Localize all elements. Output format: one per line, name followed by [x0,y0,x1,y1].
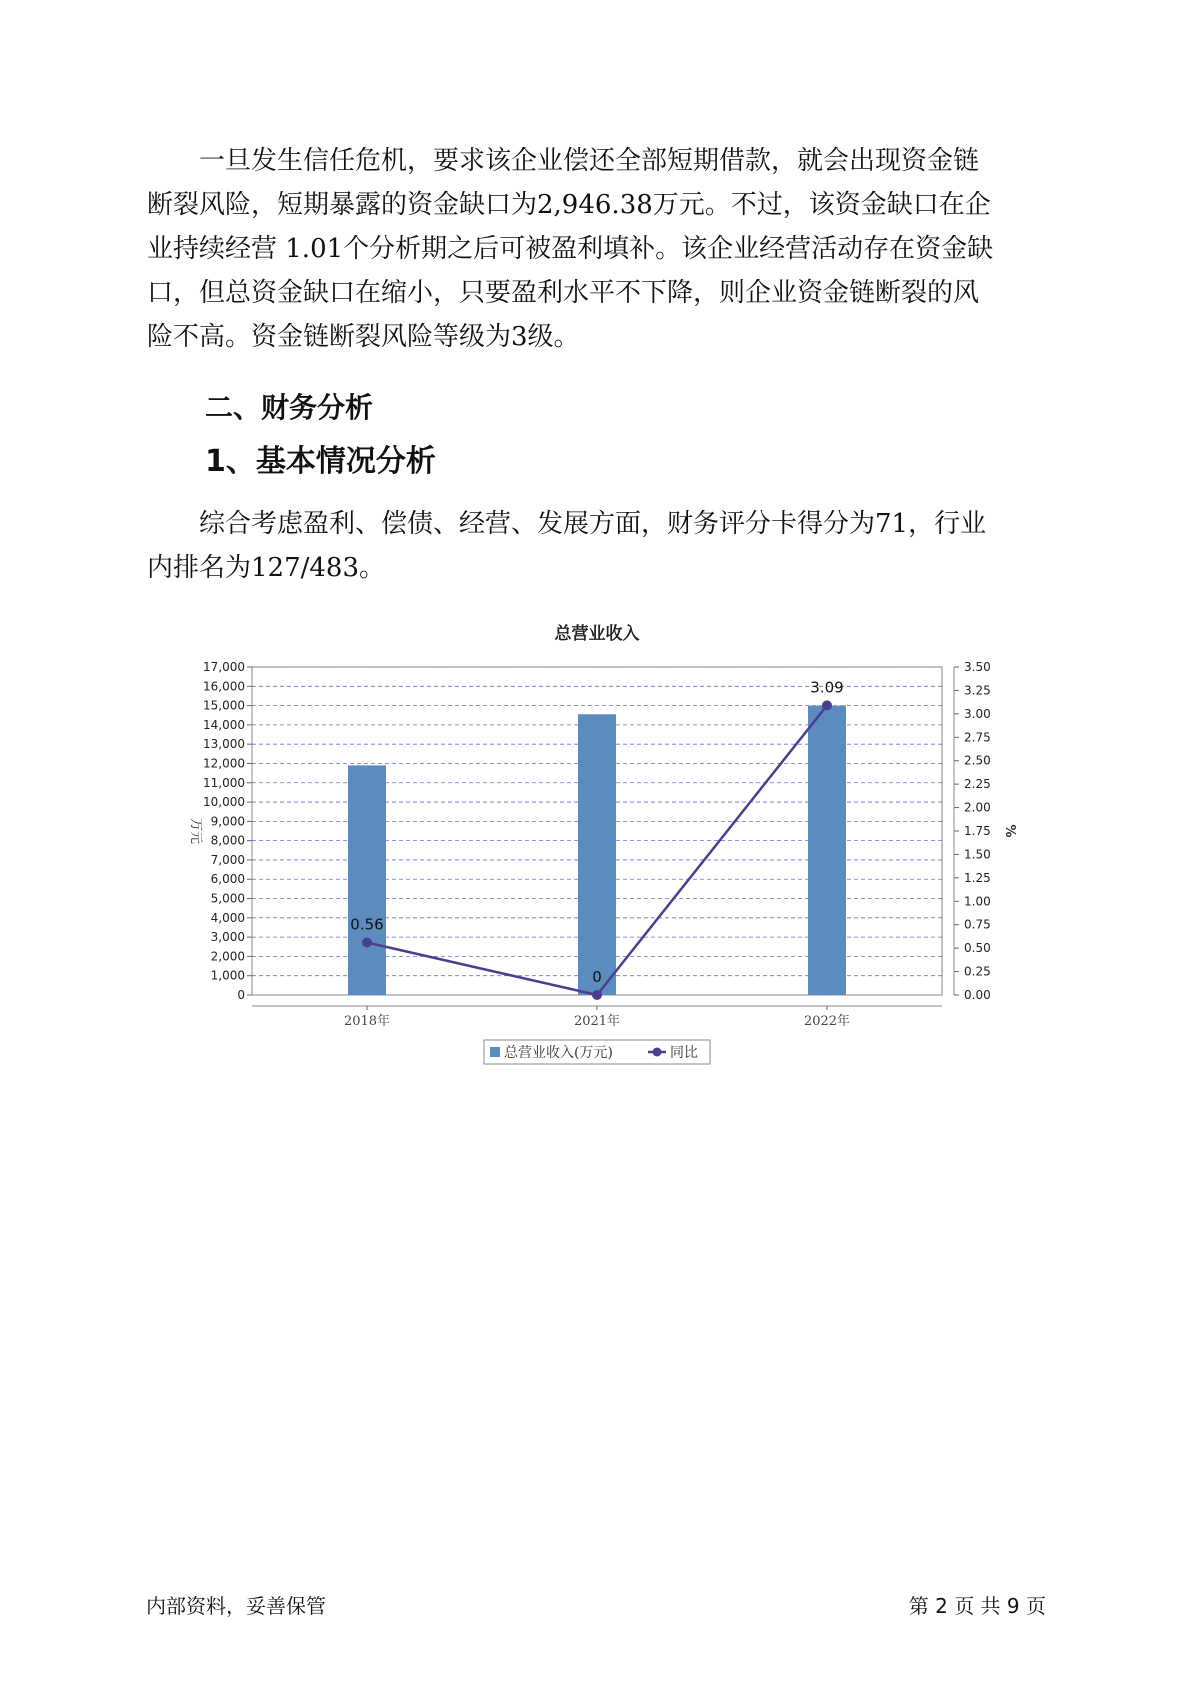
risk-paragraph [147,139,1047,359]
left-tick-label: 7,000 [210,852,245,867]
footer-confidential: 内部资料，妥善保管 [146,1594,326,1618]
right-tick-label: 1.50 [964,847,991,862]
revenue-bar [578,714,616,995]
right-tick-label: 2.00 [964,800,991,815]
risk-paragraph-line-1: 一旦发生信任危机，要求该企业偿还全部短期借款，就会出现资金链 [199,146,980,176]
left-tick-label: 13,000 [203,737,245,752]
score-paragraph [147,502,1047,590]
left-tick-label: 9,000 [210,814,245,829]
risk-paragraph-line-2: 断裂风险，短期暴露的资金缺口为2,946.38万元。不过，该资金缺口在企 [147,190,991,220]
revenue-bar [808,706,846,995]
left-tick-label: 2,000 [210,949,245,964]
left-tick-label: 3,000 [210,930,245,945]
yoy-point [592,990,602,1000]
risk-paragraph-line-5: 险不高。资金链断裂风险等级为3级。 [147,322,580,352]
risk-paragraph-line-3: 业持续经营 1.01个分析期之后可被盈利填补。该企业经营活动存在资金缺 [147,234,994,264]
left-tick-label: 1,000 [210,968,245,983]
revenue-chart [170,615,1030,1085]
yoy-data-label: 0 [592,968,602,986]
left-tick-label: 11,000 [203,775,245,790]
score-paragraph-line-2: 内排名为127/483。 [147,553,386,583]
risk-paragraph-line-4: 口，但总资金缺口在缩小，只要盈利水平不下降，则企业资金链断裂的风 [147,278,980,308]
legend-line-marker [653,1048,662,1057]
section-heading: 二、财务分析 [205,391,374,424]
left-tick-label: 4,000 [210,910,245,925]
left-tick-label: 6,000 [210,872,245,887]
legend-bar-label: 总营业收入(万元) [504,1045,613,1061]
yoy-point [362,938,372,948]
left-tick-label: 8,000 [210,833,245,848]
yoy-point [822,700,832,710]
revenue-bar [348,765,386,995]
score-paragraph-line-1: 综合考虑盈利、偿债、经营、发展方面，财务评分卡得分为71，行业 [199,509,987,539]
right-tick-label: 2.75 [964,730,991,745]
left-tick-label: 17,000 [203,660,245,674]
left-tick-label: 15,000 [203,698,245,713]
x-tick-label: 2018年 [343,1014,391,1029]
legend-bar-swatch [490,1047,500,1057]
right-tick-label: 1.75 [964,824,991,838]
right-tick-label: 3.25 [964,683,991,698]
x-tick-label: 2021年 [573,1014,621,1029]
right-tick-label: 0.25 [964,964,991,979]
left-tick-label: 16,000 [203,679,245,694]
right-tick-label: 2.50 [964,753,991,768]
legend-line-label: 同比 [670,1045,698,1061]
right-tick-label: 0.75 [964,917,991,932]
yoy-data-label: 0.56 [350,915,384,934]
right-tick-label: 1.25 [964,870,991,885]
subsection-heading: 1、基本情况分析 [205,444,436,479]
right-tick-label: 2.25 [964,777,991,792]
chart-title: 总营业收入 [554,624,640,644]
x-tick-label: 2022年 [803,1014,851,1029]
right-tick-label: 0.50 [964,941,991,956]
left-axis-label: 万元 [188,817,203,845]
right-tick-label: 1.00 [964,894,991,909]
right-tick-label: 3.00 [964,706,991,721]
left-tick-label: 14,000 [203,717,245,732]
left-tick-label: 0 [237,988,245,1002]
right-axis-label: % [1002,824,1017,838]
right-tick-label: 0.00 [964,988,991,1002]
right-tick-label: 3.50 [964,660,991,674]
left-tick-label: 12,000 [203,756,245,771]
left-tick-label: 10,000 [203,795,245,810]
yoy-data-label: 3.09 [810,678,844,697]
left-tick-label: 5,000 [210,891,245,906]
footer-page-number: 第 2 页 共 9 页 [908,1594,1046,1618]
